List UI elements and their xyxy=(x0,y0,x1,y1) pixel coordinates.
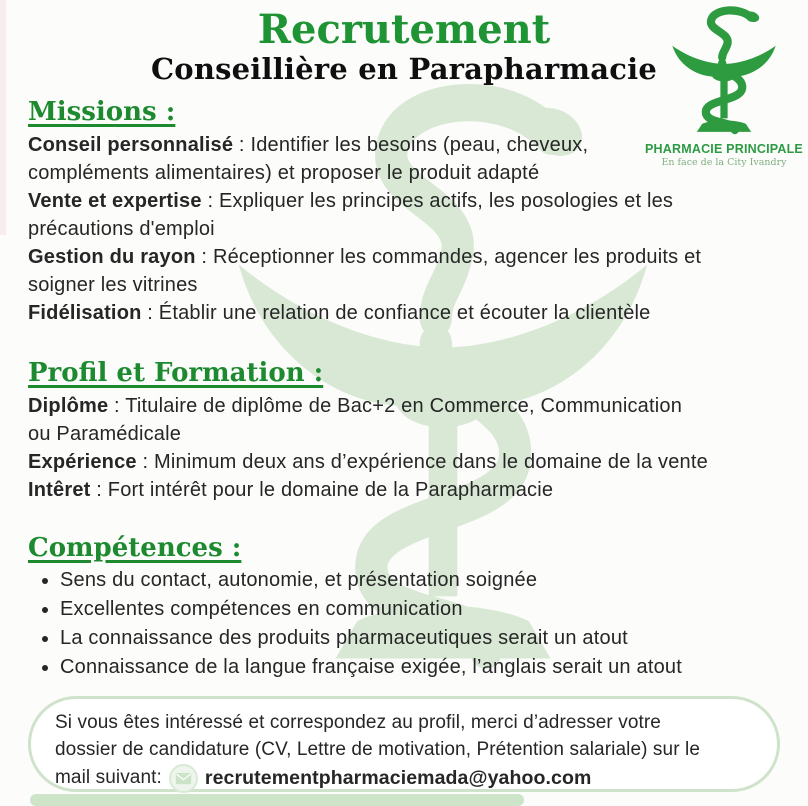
mail-label: mail suivant: xyxy=(55,767,162,789)
email-address: recrutementpharmaciemada@yahoo.com xyxy=(204,767,592,790)
contact-box xyxy=(28,696,780,792)
bullet-item: • Excellentes compétences en communication xyxy=(60,595,780,624)
text-line: Expérience : Minimum deux ans d’expérience dans le domaine de la vente xyxy=(28,450,708,473)
contact-line-2: dossier de candidature (CV, Lettre de motivation, Prétention salariale) sur le xyxy=(55,738,700,760)
text-line: Conseil personnalisé : Identifier les besoins (peau, cheveux, xyxy=(28,133,589,156)
text-line: précautions d'emploi xyxy=(28,217,215,240)
contact-line-3 xyxy=(55,764,761,793)
pharmacy-logo xyxy=(643,5,805,168)
bullet-item: • Connaissance de la langue française exigée, l’anglais serait un atout xyxy=(60,653,780,682)
section-competences xyxy=(28,533,780,683)
logo-name: PHARMACIE PRINCIPALE xyxy=(645,142,803,156)
missions-heading: Missions : xyxy=(28,97,176,128)
text-line: compléments alimentaires) et proposer le produit adapté xyxy=(28,161,540,184)
text-line: Diplôme : Titulaire de diplôme de Bac+2 en Commerce, Communication xyxy=(28,394,683,417)
section-profil-formation xyxy=(28,358,780,504)
bowl-of-hygieia-icon xyxy=(668,5,780,141)
profil-text xyxy=(28,392,780,504)
competences-bullet-list xyxy=(28,566,780,682)
watermark-foot-strip xyxy=(30,794,524,806)
text-line: Fidélisation : Établir une relation de confiance et écouter la clientèle xyxy=(28,301,651,324)
text-line: Gestion du rayon : Réceptionner les commandes, agencer les produits et xyxy=(28,245,702,268)
text-line: Intêret : Fort intérêt pour le domaine de la Parapharmacie xyxy=(28,478,554,501)
competences-heading: Compétences : xyxy=(28,532,242,563)
flyer-body xyxy=(0,85,808,682)
bullet-item: • La connaissance des produits pharmaceutiques serait un atout xyxy=(60,624,780,653)
envelope-icon xyxy=(169,764,198,793)
page-subtitle: Conseillière en Parapharmacie xyxy=(151,51,657,86)
text-line: soigner les vitrines xyxy=(28,273,198,296)
contact-line-1: Si vous êtes intéressé et correspondez au profil, merci d’adresser votre xyxy=(55,712,661,733)
text-line: Vente et expertise : Expliquer les principes actifs, les posologies et les xyxy=(28,189,674,212)
text-line: ou Paramédicale xyxy=(28,422,182,445)
page-title: Recrutement xyxy=(257,6,551,53)
profil-heading: Profil et Formation : xyxy=(28,357,324,388)
bullet-item: • Sens du contact, autonomie, et présentation soignée xyxy=(60,566,780,595)
logo-tagline: En face de la City Ivandry xyxy=(661,157,787,168)
